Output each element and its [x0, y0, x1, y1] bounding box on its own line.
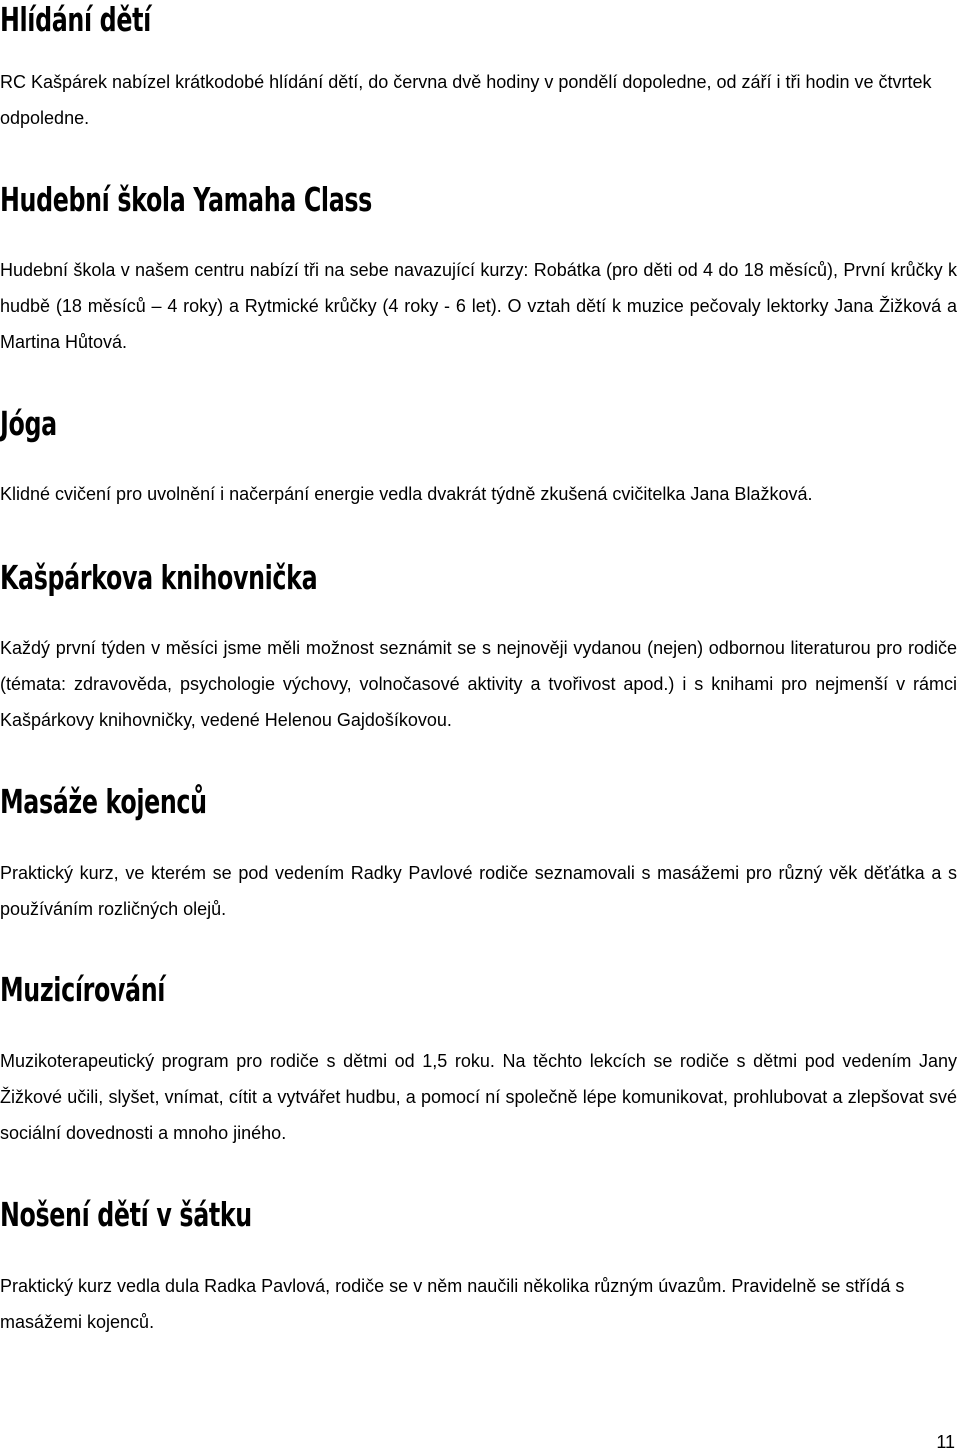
page-number: 11 [936, 1432, 955, 1452]
section-paragraph: Klidné cvičení pro uvolnění i načerpání energie vedla dvakrát týdně zkušená cvičitelka Jana Blažková. [0, 484, 813, 504]
section-heading: Muzicírování [0, 970, 166, 1009]
section-paragraph: RC Kašpárek nabízel krátkodobé hlídání dětí, do června dvě hodiny v pondělí dopoledne, od září i tři hodin ve čtvrtek odpoledne. [0, 72, 932, 128]
section-heading: Hlídání dětí [0, 0, 151, 39]
section-joga [0, 404, 957, 512]
section-paragraph: Každý první týden v měsíci jsme měli možnost seznámit se s nejnověji vydanou (nejen) odbornou literaturou pro rodiče (témata: zdravověda, psychologie výchovy, volnočasové aktivity a tvořivost apod.) i s knihami pro nejmenší v rámci Kašpárkovy knihovničky, vedené Helenou Gajdošíkovou. [0, 638, 957, 730]
section-heading: Kašpárkova knihovnička [0, 558, 318, 597]
section-hlidani-deti [0, 0, 957, 136]
section-noseni-deti [0, 1195, 957, 1340]
section-paragraph: Praktický kurz vedla dula Radka Pavlová, rodiče se v něm naučili několika různým úvazům. Pravidelně se střídá s masážemi kojenců. [0, 1276, 905, 1332]
section-hudebni-skola [0, 180, 957, 360]
section-paragraph: Hudební škola v našem centru nabízí tři na sebe navazující kurzy: Robátka (pro děti od 4 do 18 měsíců), První krůčky k hudbě (18 měsíců – 4 roky) a Rytmické krůčky (4 roky - 6 let). O vztah dětí k muzice pečovaly lektorky Jana Žižková a Martina Hůtová. [0, 260, 957, 352]
section-heading: Nošení dětí v šátku [0, 1195, 252, 1234]
section-muziciovani [0, 970, 957, 1151]
section-heading: Masáže kojenců [0, 782, 207, 821]
section-paragraph: Praktický kurz, ve kterém se pod vedením Radky Pavlové rodiče seznamovali s masážemi pro různý věk děťátka a s používáním rozličných olejů. [0, 863, 957, 919]
section-paragraph: Muzikoterapeutický program pro rodiče s dětmi od 1,5 roku. Na těchto lekcích se rodiče s dětmi pod vedením Jany Žižkové učili, slyšet, vnímat, cítit a vytvářet hudbu, a pomocí ní společně lépe komunikovat, prohlubovat a zlepšovat své sociální dovednosti a mnoho jiného. [0, 1051, 957, 1143]
section-masaze-kojencu [0, 782, 957, 927]
section-heading: Jóga [0, 404, 57, 443]
section-kasparkova-knihovnicka [0, 558, 957, 738]
section-heading: Hudební škola Yamaha Class [0, 180, 372, 219]
